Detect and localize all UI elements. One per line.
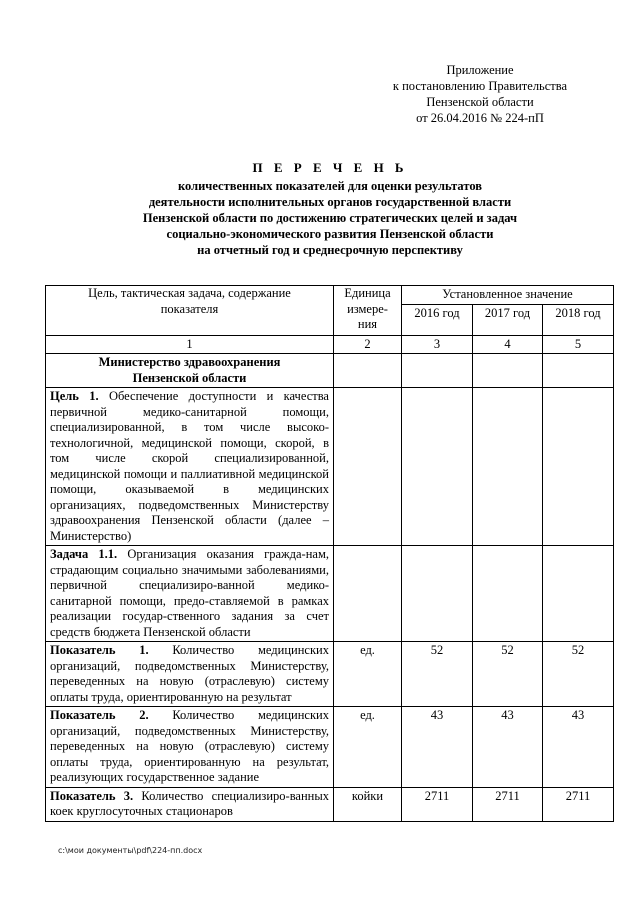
heading-line-4: социально-экономического развития Пензенской области (166, 227, 494, 241)
empty-cell (473, 388, 543, 546)
empty-cell (543, 388, 614, 546)
table-header-row (46, 286, 614, 305)
col-number-5: 5 (543, 335, 614, 354)
indicator-2-value-2016: 43 (402, 707, 473, 788)
appendix-line-1: Приложение (446, 63, 514, 77)
appendix-line-4: от 26.04.2016 № 224-пП (416, 111, 544, 125)
empty-cell (473, 546, 543, 642)
indicator-2-value-2018: 43 (543, 707, 614, 788)
header-year-2017: 2017 год (473, 304, 543, 335)
task-1-1-text: Организация оказания гражда-нам, страдающим социально значимыми заболеваниями, первичной специализиро-ванной медико-санитарной помощи, предо-ставляемой в рамках реализации государ-ственного задания за счет средств бюджета Пензенской области (50, 547, 329, 639)
col-number-4: 4 (473, 335, 543, 354)
task-1-1-cell (46, 546, 334, 642)
appendix-line-3: Пензенской области (426, 95, 534, 109)
header-year-2018: 2018 год (543, 304, 614, 335)
appendix-line-2: к постановлению Правительства (392, 79, 568, 93)
empty-cell (334, 546, 402, 642)
header-set-value: Установленное значение (402, 286, 614, 305)
empty-cell (473, 354, 543, 388)
appendix-block (360, 62, 600, 126)
indicators-table (45, 285, 614, 822)
heading-line-1: количественных показателей для оценки результатов (177, 179, 483, 193)
table-number-row (46, 335, 614, 354)
col-number-1: 1 (46, 335, 334, 354)
indicator-2-cell (46, 707, 334, 788)
goal-1-label: Цель 1. (50, 389, 99, 403)
empty-cell (402, 388, 473, 546)
heading-line-2: деятельности исполнительных органов государственной власти (148, 195, 512, 209)
table-row (46, 354, 614, 388)
indicator-1-text: Количество медицинских организаций, подведомственных Министерству, переведенных на новую (отраслевую) систему оплаты труда, ориентированную на результат (50, 643, 329, 704)
indicator-1-value-2018: 52 (543, 642, 614, 707)
indicator-1-unit: ед. (334, 642, 402, 707)
heading-line-3: Пензенской области по достижению стратегических целей и задач (142, 211, 518, 225)
empty-cell (402, 546, 473, 642)
ministry-cell: Министерство здравоохранения Пензенской области (46, 354, 334, 388)
indicator-2-label: Показатель 2. (50, 708, 149, 722)
empty-cell (334, 388, 402, 546)
indicator-3-label: Показатель 3. (50, 788, 134, 803)
table-row (46, 546, 614, 642)
table-row (46, 787, 614, 821)
task-1-1-label: Задача 1.1. (50, 547, 118, 561)
indicator-2-unit: ед. (334, 707, 402, 788)
indicator-3-text: Количество специализиро-ванных коек круглосуточных стационаров (50, 788, 330, 818)
table-row (46, 642, 614, 707)
indicator-1-cell (46, 642, 334, 707)
document-heading (40, 160, 620, 258)
header-year-2016: 2016 год (402, 304, 473, 335)
col-number-2: 2 (334, 335, 402, 354)
empty-cell (334, 354, 402, 388)
table-row (46, 707, 614, 788)
indicator-1-value-2017: 52 (473, 642, 543, 707)
indicator-1-label: Показатель 1. (50, 643, 149, 657)
indicator-3-cell (46, 787, 334, 821)
file-path-footer: c:\мои документы\pdf\224-пп.docx (58, 846, 203, 855)
table-row (46, 388, 614, 546)
col-number-3: 3 (402, 335, 473, 354)
empty-cell (543, 546, 614, 642)
indicator-3-value-2016: 2711 (402, 787, 473, 821)
indicator-1-value-2016: 52 (402, 642, 473, 707)
indicator-3-value-2017: 2711 (473, 787, 543, 821)
indicator-2-value-2017: 43 (473, 707, 543, 788)
document-title: П Е Р Е Ч Е Н Ь (252, 160, 408, 175)
heading-line-5: на отчетный год и среднесрочную перспективу (197, 243, 463, 257)
goal-1-text: Обеспечение доступности и качества первичной медико-санитарной помощи, специализированной, в том числе высоко-технологичной, медицинской помощи, скорой, в том числе скорой специализированной, медицинской помощи и паллиативной медицинской помощи, оказываемой в медицинских организациях, подведомственных Министерству здравоохранения Пензенской области (далее – Министерство) (50, 389, 329, 543)
empty-cell (543, 354, 614, 388)
indicator-3-unit: койки (334, 787, 402, 821)
indicator-3-value-2018: 2711 (543, 787, 614, 821)
indicator-2-text: Количество медицинских организаций, подведомственных Министерству, переведенных на новую (отраслевую) систему оплаты труда, ориентированную на результат, реализующих государственное задание (50, 708, 329, 784)
goal-1-cell (46, 388, 334, 546)
header-unit: Единица измере-ния (334, 286, 402, 336)
empty-cell (402, 354, 473, 388)
header-goal: Цель, тактическая задача, содержание показателя (46, 286, 334, 336)
